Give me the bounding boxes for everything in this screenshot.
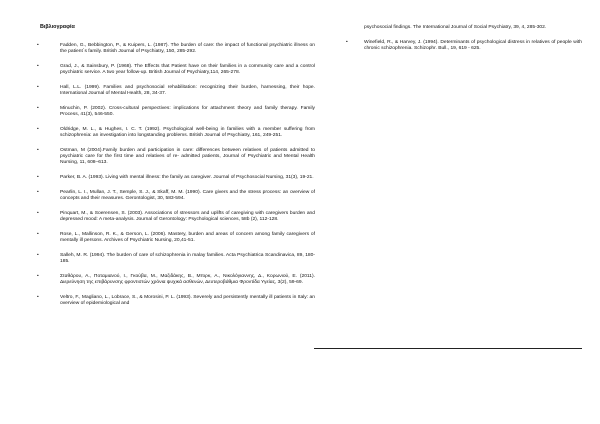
reference-item (30, 106, 315, 118)
reference-text: Hall, L.L. (1999). Families and psychosocial rehabilitation: recognizing their burden, harnessing, their hope. International Journal of Mental Health, 28, 34-37. (60, 85, 315, 97)
bullet-icon: • (37, 43, 39, 48)
reference-item (30, 85, 315, 97)
reference-item (30, 190, 315, 202)
bullet-icon: • (37, 148, 39, 153)
reference-text: Pearlin, L. I., Mullan, J. T., Semple, S. J., & Skaff, M. M. (1990). Care givers and the stress process: an overview of concepts and their measures. Gerontologist, 30, 583-594. (60, 190, 315, 202)
reference-text: Grad, J., & Sainsbury, P. (1968). The Effects that Patient have on their families in a community care and a control psychiatric service. A two year follow-up. British Journal of Psychiatry,114, 265-278. (60, 64, 315, 76)
reference-item (30, 211, 315, 223)
bullet-icon: • (37, 175, 39, 181)
reference-text: Winefield, R., & Harvey, J. (1994). Determinants of psychological distress in relatives of people with chronic schizophrenia. Schizophr. Bull., 19, 619 - 625. (364, 39, 582, 51)
bullet-icon: • (37, 64, 39, 69)
bullet-icon: • (37, 127, 39, 132)
reference-text: Salleh, M. R. (1994). The burden of care of schizophrenia in malay families. Acta Psychiatrica Scandinavica, 89, 180-185. (60, 253, 315, 265)
reference-item (30, 295, 315, 307)
reference-continuation: psychosocial findings. The International Journal of Social Psychiatry, 39, 4, 285-302. (364, 25, 547, 30)
bullet-icon: • (37, 85, 39, 90)
reference-item (30, 148, 315, 167)
reference-text: Parker, B. A. (1993). Living with mental illness: the family as caregiver. Journal of Psychosocial Nursing, 31(3), 19-21. (60, 175, 314, 181)
reference-text: Minuchin, P. (2002). Cross-cultural perspectives: implications for attachment theory and family therapy. Family Process, 41(3), 546-550. (60, 106, 315, 118)
bullet-icon: • (346, 39, 348, 45)
reference-text: Pinquart, M., & Soerensen, S. (2003). Associations of stressors and uplifts of caregiving with caregivers burden and depressed mood: A meta-analysis. Journal of Gerontology: Psychological sciences, 58b (2), 112-128. (60, 211, 315, 223)
reference-text: Σταθάρου, Α., Ποταμιανού, Ι., Γκούβα, Μ., Μαζιδάκης, Β., Μπιρκ, Α., Νικολόγιαννης, Δ., Κορωνιού, Ε. (2011). Διερεύνηση της επιβάρυνσης φροντιστών χρόνια ψυχικά ασθενών, Δευτεροβάθμια Φροντίδα Υγείας, 3(2), 59-69. (60, 274, 315, 286)
reference-list-left (30, 43, 315, 307)
bullet-icon: • (37, 274, 39, 279)
reference-text: Ostman, M (2004).Family burden and participation in care: differences between relatives of patients admitted to psychiatric care for the first time and relatives of re- admitted patients, Journal of Psychiatric and Mental Health Nursing, 11, 608–613. (60, 148, 315, 166)
reference-item (30, 253, 315, 265)
reference-text: Oldridge, M. L., & Hughes, I. C. T. (1992). Psychological well-being in families with a member suffering from schizophrenia: an investigation into longstanding problems. British Journal of Psychiatry, 161, 249-251. (60, 127, 315, 139)
reference-item (30, 175, 315, 181)
bullet-icon: • (37, 106, 39, 111)
bullet-icon: • (37, 211, 39, 216)
reference-item (30, 64, 315, 76)
references-heading: Βιβλιογραφία (40, 24, 75, 30)
reference-item (30, 43, 315, 55)
right-column (346, 25, 582, 61)
bullet-icon: • (37, 295, 39, 300)
reference-item (30, 274, 315, 286)
reference-text: Fadden, G., Bebbington, P., & Kuipers, L. (1987). The burden of care: the impact of functional psychiatric illness on the patient΄s family. British Journal of Psychiatry, 150, 285-292. (60, 43, 315, 55)
bullet-icon: • (37, 190, 39, 195)
reference-list-right (346, 40, 582, 52)
footnote-rule (314, 348, 582, 349)
reference-item (346, 40, 582, 52)
reference-text: Rose, L., Mallinson, R. K., & Gerson, L. (2006). Mastery, burden and areas of concern among family caregivers of mentally ill persons. Archives of Psychiatric Nursing, 20,41-51. (60, 232, 315, 244)
reference-item (30, 232, 315, 244)
bullet-icon: • (37, 253, 39, 258)
reference-text: Veltro, F., Magliano, L., Lobrace, S., & Morosini, P. L. (1993). Severely and persistently mentally ill patients in Italy: an overview of epidemiological and (60, 295, 315, 307)
reference-item (30, 127, 315, 139)
bullet-icon: • (37, 232, 39, 237)
left-column (30, 43, 315, 316)
